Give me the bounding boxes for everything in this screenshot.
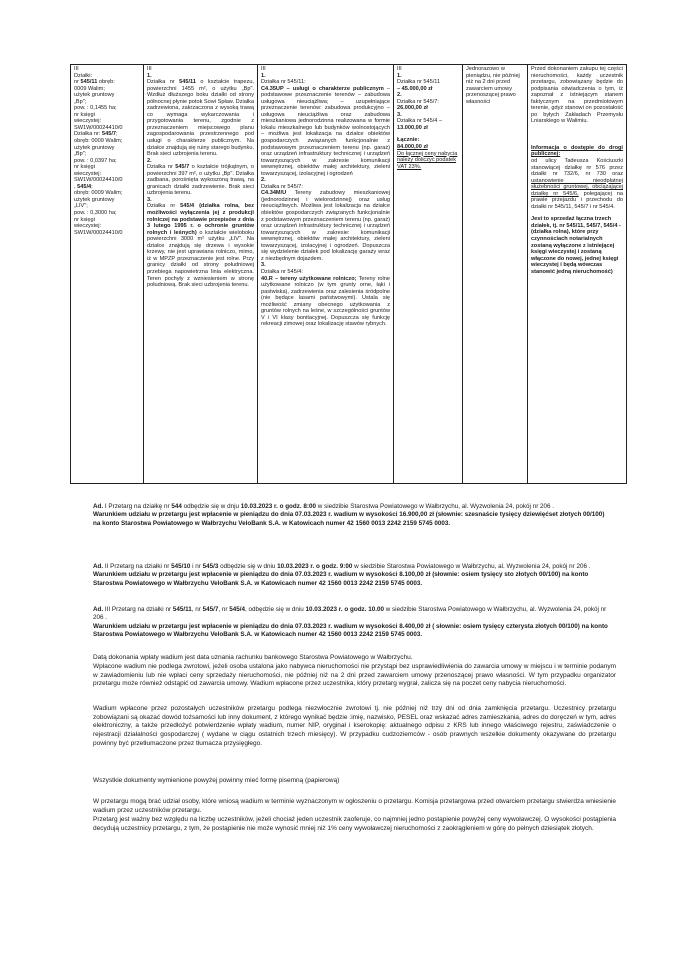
paragraph-validity (93, 816, 616, 833)
parcel-number: 545/11 (179, 79, 196, 86)
notice-title-part: II Przetarg na działki nr (103, 563, 172, 570)
paragraph-text: Wadium wpłacone przez pozostałych uczestników przetargu podlega niezwłocznie zwrotowi tj. nie później niż trzy dni od dnia zamknięcia przetargu. Uczestnicy przetargu zobowiązani są okazać dowód tożsamości lub inny dokument, z którego wynikać będzie :imię, nazwisko, PESEL oraz wskazać adres zamieszkania, adres do doręczeń w tym, adres elektroniczny, a także przedłożyć potwierdzenie wpłaty wadium, numer NIP, oryginał i kserokopię: aktualnego odpisu z KRS lub innego właściwego rejestru, zaświadczenie o rejestracji działalności gospodarczej ( wydane w ciągu ostatnich trzech miesięcy). W przypadku cudzoziemców - osób prawnych wszelkie dokumenty okazywane do przetargu powinny być przetłumaczone przez tłumacza przysięgłego. (93, 705, 616, 747)
vat-note: Do łącznej ceny nabycia należy doliczyć podatek VAT 23%. (397, 150, 458, 170)
cell-parcels (71, 65, 144, 484)
notice-title-part: w siedzibie Starostwa Powiatowego w Wałbrzychu, al. Wyzwolenia 24, pokój nr 206 . (93, 606, 607, 622)
parcel-text: wieczystej: (74, 118, 102, 125)
parcel-text: wieczystej: (74, 223, 102, 230)
notice-title-part: III Przetarg na działki nr (103, 606, 173, 613)
zoning-parcel-label: Działka nr 545/11: (261, 79, 306, 86)
parcel-text: użytek gruntowy (74, 92, 115, 99)
notice-title-part: 10.03.2023 r. o godz. 9:00 (277, 563, 353, 570)
parcel-description (147, 203, 254, 288)
price-parcel-label: Działka nr 545/11 (397, 79, 441, 86)
notice-title-part: i nr (190, 563, 203, 570)
zoning-description (261, 190, 390, 262)
item-number: 1. (397, 72, 402, 79)
zoning-parcel-label: Działka nr 545/7: (261, 183, 303, 190)
paragraph-text: Wpłacone wadium nie podlega zwrotowi, jeżeli osoba ustalona jako nabywca nieruchomości nie przystąpi bez usprawiedliwienia do zawarcia umowy w miejscu i w terminie podanym w zawiadomieniu lub nie wpłaci ceny sprzedaży nieruchomości, nie później niż na 2 dni przed zawarciem umowy przenoszącej prawo własności. W tym przypadku organizator przetargu może również odstąpić od zawarcia umowy. Wadium wpłacone przez uczestnika, który przetarg wygrał, zalicza się na poczet ceny nabycia nieruchomości. (93, 663, 616, 688)
item-number: 3. (261, 262, 266, 269)
parcel-text: pow. : 0,3000 ha; (74, 210, 117, 217)
notice-auction-2 (93, 563, 613, 588)
notice-title-part: 545/7 (202, 606, 219, 613)
paragraph-text: Wszystkie dokumenty wymienione powyżej powinny mieć formę pisemną (papierową) (93, 777, 340, 784)
item-number: 2. (147, 157, 152, 164)
section-numeral: III (397, 66, 402, 72)
parcel-text: obręb: 0009 Walim; (74, 138, 123, 145)
parcel-text: 0009 Walim; (74, 85, 105, 92)
item-number: 1. (147, 72, 152, 79)
parcel-text: ; (115, 131, 118, 138)
parcel-text: nr (74, 79, 81, 86)
parcel-number: 545/7 (175, 164, 190, 171)
description-text: o kształcie trapezu, powierzchni 1455 m², o użytku „Bp". Wzdłuż dłuższego boku działki od strony północnej płynie potok Sowi Spław. Działka zadrzewiona, zakrzaczona z wysoką trawą co wymaga wykarczowania i przygotowania terenu, zgodnie z przeznaczeniem miejscowego planu zagospodarowania przestrzennego pod usługi o charakterze publicznym. Na działce znajdują się ruiny starego budynku. Brak sieci uzbrojenia terenu. (147, 79, 254, 158)
zoning-code: 40.R – tereny użytkowane rolniczo; (261, 275, 357, 282)
description-text: o kształcie trójkątnym, o powierzchni 397 m², o użytku „Bp". Działka zadbana, porośnięta wykoszoną trawą, na granicach działki zadrzewienie. Brak sieci uzbrojenia terenu. (147, 164, 254, 197)
item-number: 3. (397, 111, 402, 118)
parcel-details (74, 79, 140, 236)
notice-title-part: w siedzibie Starostwa Powiatowego w Wałbrzychu, al. Wyzwolenia 24, pokój nr 206 . (352, 563, 591, 570)
section-numeral: III (147, 66, 152, 72)
parcel-text: SW1W/00024410/0 (74, 177, 123, 184)
price-list (397, 73, 459, 132)
cell-zoning (258, 65, 394, 484)
parcel-line (74, 230, 140, 237)
notice-condition: Warunkiem udziału w przetargu jest wpłacenie w pieniądzu do dnia 07.03.2023 r. wadium w wysokości 8.100,00 zł (słownie: osiem tysięcy sto złotych 00/100) na konto Starostwa Powiatowego w Wałbrzychu VeloBank S.A. w Katowicach numer 42 1560 0013 2242 2159 5745 0003. (93, 571, 589, 587)
item-number: 2. (397, 92, 402, 99)
parcel-number: 545/11 (80, 79, 98, 86)
parcel-text: „Bp"; (74, 98, 87, 105)
notice-ad-label: Ad. (93, 503, 104, 510)
notice-title-part: 10.03.2023 r. o godz. 8:00 (240, 503, 316, 510)
notice-title-part: I Przetarg na działkę nr (103, 503, 172, 510)
price-value: 13.000,00 zł (397, 124, 428, 131)
notice-condition: Warunkiem udziału w przetargu jest wpłacenie w pieniądzu do dnia 07.03.2023 r. wadium w wysokości 8.400,00 zł ( słownie: osiem tysięcy czterysta złotych 00/100) na konto Starostwa Powiatowego w Wałbrzychu VeloBank S.A. w Katowicach numer 42 1560 0013 2242 2159 5745 0003. (93, 622, 608, 639)
parcel-text: obręb: (97, 79, 115, 86)
parcel-text: użytek gruntowy (74, 196, 115, 203)
cell-prices (394, 65, 463, 484)
notice-title-part: , odbędzie się w dniu (244, 606, 306, 613)
zoning-code: C4.34M/U (261, 190, 287, 197)
notice-title-part: 545/4 (229, 606, 245, 613)
total-value: 84.000,00 zł (397, 144, 428, 151)
parcel-description (147, 79, 254, 158)
parcel-text: nr księgi (74, 111, 95, 118)
zoning-text: Tereny rolne użytkowane rolniczo (w tym grunty orne, łąki i pastwiska), zadrzewienia oraz zalesienia śródpolne (nie będące lasami państwowymi). Ustala się możliwość zmiany obecnego użytkowania z gruntów rolnych na leśne, w szczególności gruntów V i VI klasy bonitacyjnej. Dopuszcza się funkcję rekreacji zimowej oraz lokalizację stawów rybnych. (261, 275, 391, 328)
item-number: 1. (261, 72, 266, 79)
paragraph-participation (93, 798, 616, 815)
joint-sale-note: Jest to sprzedaż łączna trzech działek, tj. nr 545/11, 545/7, 545/4 - (działka rolna), które przy czynnościach notarialnych zostaną wyłączone z istniejącej księgi wieczystej i zostaną włączone do nowej, jednej księgi wieczystej i będą wówczas stanowić jedną nieruchomość) (531, 216, 621, 275)
section-numeral: III (261, 66, 266, 72)
parcel-text: Działka nr: (74, 131, 102, 138)
parcel-text: SW1W/00024410/0 (74, 229, 123, 236)
cell-description (144, 65, 258, 484)
section-numeral: III (74, 66, 79, 72)
notice-title-part: 545/3 (202, 563, 219, 570)
notice-title-part: 545/11 (172, 606, 192, 613)
parcel-text: wieczystej: (74, 170, 102, 177)
parcel-text: , (74, 183, 78, 190)
price-parcel-label: Działka nr 545/7: (397, 98, 439, 105)
cell-remarks (528, 65, 627, 484)
notice-ad-label: Ad. (93, 563, 104, 570)
paragraph-text: W przetargu mogą brać udział osoby, które wniosą wadium w terminie wyznaczonym w ogłoszeniu o przetargu. Komisja przetargowa przed otwarciem przetargu stwierdza wniesienie wadium przez uczestników przetargu. (93, 798, 616, 814)
payment-terms-text: Jednorazowo w pieniądzu, nie później niż na 2 dni przed zawarciem umowy przenoszącej prawo własności (466, 66, 520, 105)
notice-title-part: w siedzibie Starostwa Powiatowego w Wałbrzychu, al. Wyzwolenia 24, pokój nr 206 . (316, 503, 555, 510)
paragraph-text: Przetarg jest ważny bez względu na liczbę uczestników, jeżeli chociaż jeden uczestnik zaoferuje, co najmniej jedno postąpienie powyżej ceny wywoławczej. O wysokości postąpienia decydują uczestnicy przetargu, z tym, że postąpienie nie może wynosić mniej niż 1% ceny wywoławczej nieruchomości z zaokrągleniem w górę do pełnych dziesiątek złotych. (93, 816, 616, 832)
price-parcel-label: Działka nr 545/4 – (397, 118, 443, 125)
parcel-text: nr księgi (74, 164, 95, 171)
parcel-text: obręb: 0009 Walim; (74, 190, 123, 197)
notice-auction-3 (93, 606, 613, 640)
notice-title-part: 10.03.2023 r. o godz. 10.00 (305, 606, 384, 613)
zoning-description (261, 276, 390, 328)
zoning-parcel-label: Działka nr 545/4: (261, 268, 303, 275)
paragraph-deposit-forfeit (93, 663, 616, 689)
parcel-text: pow. : 0,0397 ha; (74, 157, 117, 164)
notice-title-part: , nr (218, 606, 230, 613)
parcel-text: nr księgi (74, 216, 95, 223)
notice-condition: Warunkiem udziału w przetargu jest wpłacenie w pieniądzu do dnia 07.03.2023 r. wadium w wysokości 16.900,00 zł (słownie: szesnaście tysięcy dziewięćset złotych 00/100) na konto Starostwa Powiatowego w Wałbrzychu VeloBank S.A. w Katowicach numer 42 1560 0013 2242 2159 5745 0003. (93, 511, 605, 527)
notice-title (93, 606, 613, 623)
paragraph-written-form (93, 777, 616, 786)
access-text-post: polegającej na prawie przejazdu i przechodu do działki nr 545/11, 545/7 i nr 545/4. (531, 190, 623, 210)
parcel-text: ; (91, 183, 93, 190)
access-heading: Informacja o dostępie do drogi publicznej: (531, 144, 623, 158)
zoning-text: Tereny zabudowy mieszkaniowej (jednorodzinnej i wielorodzinnej) oraz usług nieuciążliwych. Możliwa jest lokalizacja na działce obiektów gospodarczych związanych funkcjonalnie z podstawowym przeznaczeniem terenu (np. garaż) oraz urządzeń infrastruktury technicznej i urządzeń towarzyszących w zakresie: komunikacji wewnętrznej, obiektów małej architektury, zieleni towarzyszącej, izolacyjnej i ogrodzeń. Dopuszcza się wydzielenie działek pod lokalizację garaży wraz z niezbędnym dojazdem. (261, 190, 390, 262)
parcels-heading: Działki: (74, 72, 93, 79)
description-list (147, 73, 254, 289)
parcel-number: 545/7 (101, 131, 116, 138)
table-row (71, 65, 627, 484)
description-text: Działka nr (147, 203, 181, 210)
description-text: Działka nr (147, 164, 176, 171)
paragraph-text: Datą dokonania wpłaty wadium jest data uznania rachunku bankowego Starostwa Powiatowego w Wałbrzychu. (93, 654, 413, 661)
zoning-code: C4.35UP – usługi o charakterze publicznym (261, 85, 384, 92)
access-text-pre: od ulicy Tadeusza Kościuszki stanowiącej działkę nr 576 przez działki nr 732/6, nr 730 oraz (531, 158, 623, 178)
notice-auction-1 (93, 503, 613, 528)
notice-title-part: odbędzie się w dnju (181, 503, 241, 510)
notice-title-part: odbędzie się w dniu (218, 563, 278, 570)
parcel-text: „LIV"; (74, 203, 88, 210)
item-number: 2. (261, 177, 266, 184)
paragraph-deposit-return (93, 705, 616, 749)
item-number: 3. (147, 196, 152, 203)
total-label: Łącznie: (397, 137, 420, 144)
cell-payment-terms (463, 65, 528, 484)
notice-title-part: 545/10 (171, 563, 191, 570)
zoning-description (261, 86, 390, 178)
price-value: 26.000,00 zł (397, 105, 428, 112)
property-table (70, 64, 627, 484)
parcel-text: pow. : 0,1455 ha; (74, 105, 117, 112)
parcel-number: 545/4 (działka rolna, bez możliwości wyłączenia jej z produkcji rolniczej na podstawie przepisów z dnia 3 lutego 1995 r. o ochronie gruntów rolnych i leśnych) (147, 203, 254, 236)
zoning-text: – podstawowe przeznaczenie terenów – zabudowa usługowa nieuciążliwa; – uzupełniające przeznaczenie terenów: zabudowa produkcyjno – usługowa nieuciążliwa oraz zabudowa mieszkaniowa jednorodzinna realizowana w formie lokalu mieszkalnego lub budynków wolnostojących – możliwa jest lokalizacja na działce obiektów gospodarczych związanych funkcjonalnie z podstawowym przeznaczeniem terenu (np. garaż) oraz urządzeń infrastruktury technicznej i urządzeń towarzyszących w zakresie komunikacji wewnętrznej, obiektów małej architektury, zieleni towarzyszącej, izolacyjnej i ogrodzeń (261, 85, 390, 177)
parcel-text: SW1W/00024410/0 (74, 124, 123, 131)
paragraph-deposit-date (93, 654, 616, 663)
parcel-text: użytek gruntowy (74, 144, 115, 151)
notice-title (93, 563, 613, 571)
notice-title-part: , nr (191, 606, 203, 613)
description-text: Działka nr (147, 79, 180, 86)
access-easement: ustanowienie nieodpłatnej służebności gruntowej, obciążającej działkę nr 545/6, (531, 177, 623, 197)
parcel-description (147, 164, 254, 197)
remarks-intro: Przed dokonaniem zakupu tej części nieruchomości, każdy uczestnik przetargu, zobowiązany będzie do podpisania oświadczenia o tym, iż zapoznał z istniejącym stanem faktycznym na przedmiotowym terenie, gdyż stanowi on pozostałość po byłych Zakładach Przemysłu Lniarskiego w Walimiu. (531, 66, 623, 125)
zoning-list (261, 73, 390, 328)
description-text: o kształcie wieloboku powierzchni 3000 m² użytku „ŁIV". Na działce znajdują się drzewa i wysokie krzewy, nie jest uprawiana rolniczo, mimo, iż w MPZP przeznaczenie jest rolne. Przy granicy działki od strony południowej przebiega napowietrzna linia elektryczna. Teren pochyły z wzniesieniem w stronę południową. Brak sieci uzbrojenia terenu. (147, 229, 254, 289)
notice-ad-label: Ad. (93, 606, 104, 613)
access-text (531, 158, 623, 210)
notice-title (93, 503, 613, 511)
price-value: – 45.000,00 zł (397, 85, 433, 92)
parcel-number: 545/4 (77, 183, 92, 190)
notice-title-part: 544 (171, 503, 182, 510)
parcel-text: „Bp"; (74, 151, 87, 158)
